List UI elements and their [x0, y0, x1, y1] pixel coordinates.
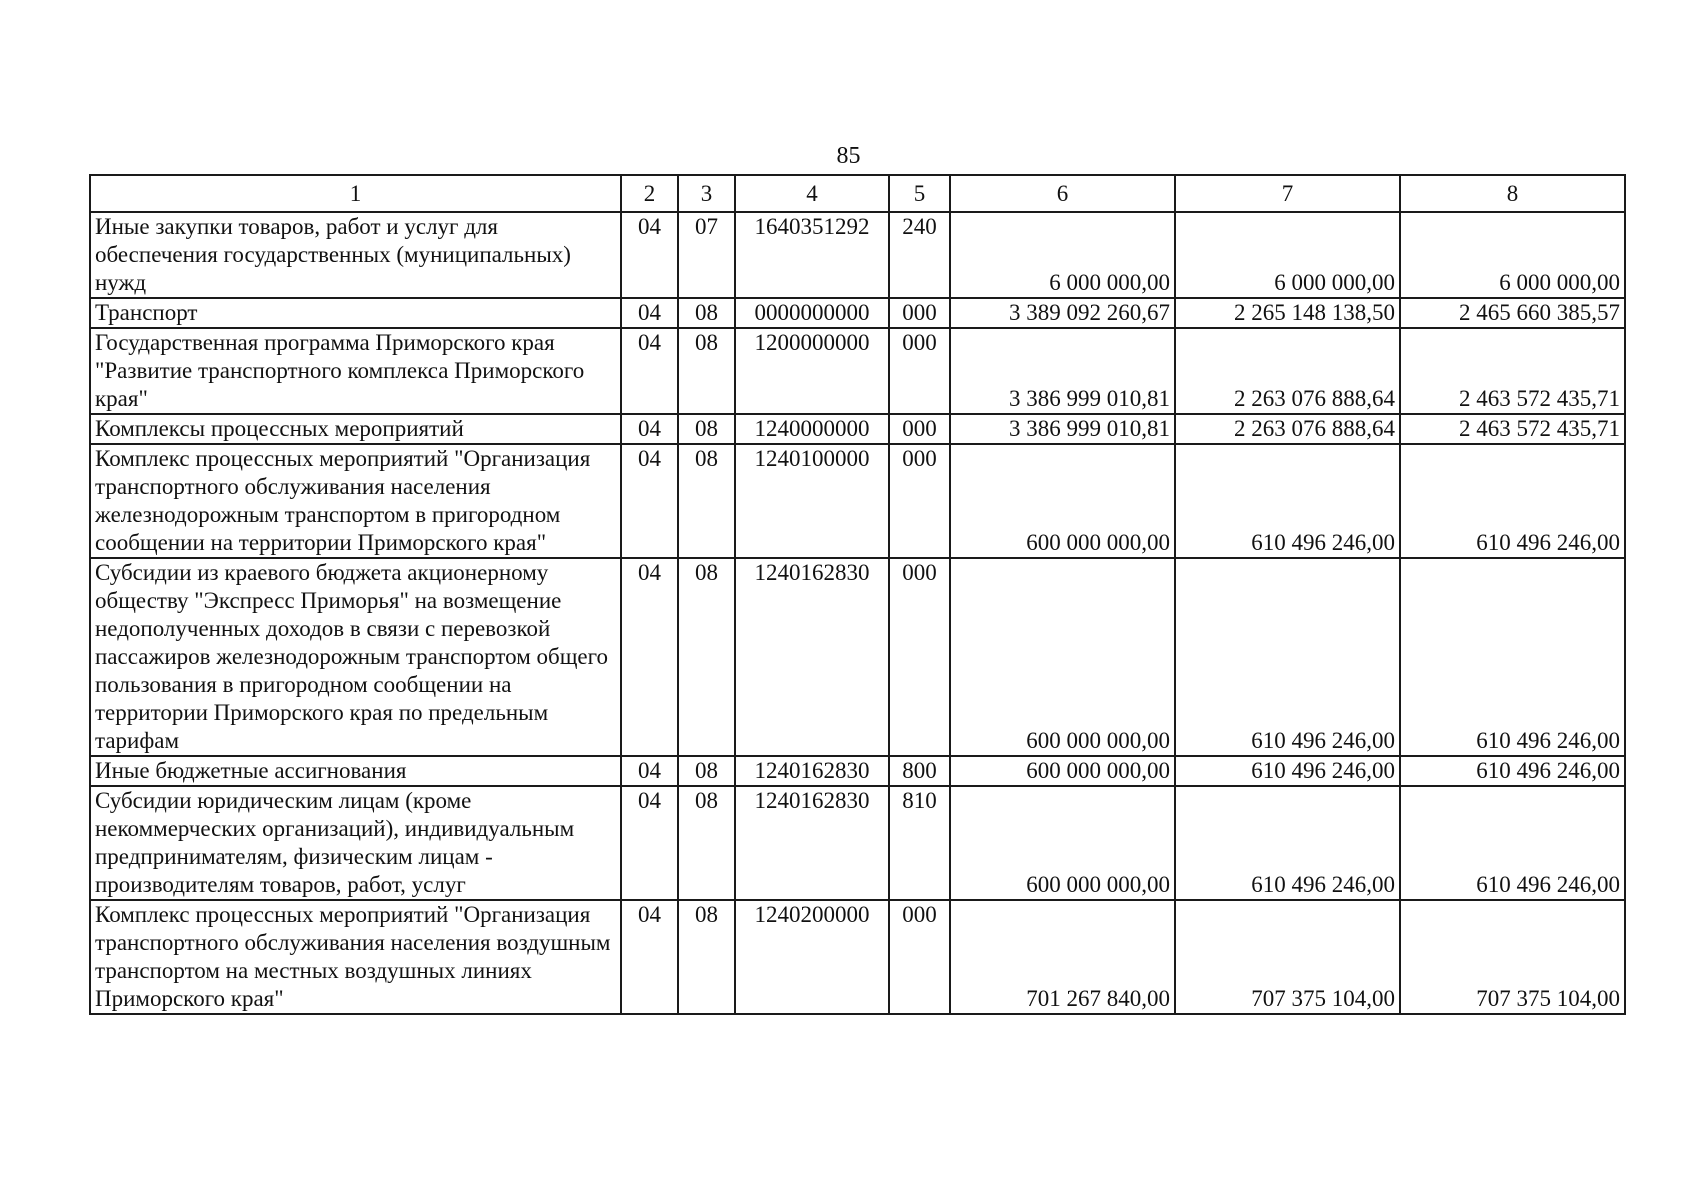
amount-year-1-cell: 600 000 000,00	[950, 756, 1175, 786]
amount-year-1-cell: 3 386 999 010,81	[950, 328, 1175, 414]
expense-type-cell: 000	[889, 414, 950, 444]
column-header: 3	[678, 175, 735, 212]
amount-year-3-cell: 610 496 246,00	[1400, 756, 1625, 786]
section-code-cell: 04	[621, 328, 678, 414]
section-code-cell: 04	[621, 786, 678, 900]
subsection-code-cell: 08	[678, 900, 735, 1014]
amount-year-2-cell: 2 263 076 888,64	[1175, 328, 1400, 414]
amount-year-2-cell: 610 496 246,00	[1175, 786, 1400, 900]
amount-year-2-cell: 610 496 246,00	[1175, 444, 1400, 558]
target-article-cell: 1240000000	[735, 414, 889, 444]
row-name-cell: Государственная программа Приморского края "Развитие транспортного комплекса Приморского края"	[90, 328, 621, 414]
column-header: 7	[1175, 175, 1400, 212]
section-code-cell: 04	[621, 900, 678, 1014]
amount-year-1-cell: 701 267 840,00	[950, 900, 1175, 1014]
section-code-cell: 04	[621, 756, 678, 786]
column-header: 1	[90, 175, 621, 212]
amount-year-3-cell: 2 465 660 385,57	[1400, 298, 1625, 328]
section-code-cell: 04	[621, 444, 678, 558]
table-row	[90, 558, 1625, 756]
amount-year-3-cell: 2 463 572 435,71	[1400, 414, 1625, 444]
subsection-code-cell: 08	[678, 298, 735, 328]
subsection-code-cell: 08	[678, 786, 735, 900]
row-name-cell: Иные закупки товаров, работ и услуг для обеспечения государственных (муниципальных) нужд	[90, 212, 621, 298]
target-article-cell: 1240200000	[735, 900, 889, 1014]
amount-year-1-cell: 600 000 000,00	[950, 558, 1175, 756]
expense-type-cell: 000	[889, 298, 950, 328]
expense-type-cell: 000	[889, 444, 950, 558]
column-header: 5	[889, 175, 950, 212]
subsection-code-cell: 08	[678, 558, 735, 756]
amount-year-2-cell: 610 496 246,00	[1175, 756, 1400, 786]
table-row	[90, 212, 1625, 298]
target-article-cell: 1240162830	[735, 756, 889, 786]
column-header: 8	[1400, 175, 1625, 212]
expense-type-cell: 240	[889, 212, 950, 298]
column-header: 4	[735, 175, 889, 212]
table-row	[90, 756, 1625, 786]
expense-type-cell: 810	[889, 786, 950, 900]
table-row	[90, 414, 1625, 444]
row-name-cell: Иные бюджетные ассигнования	[90, 756, 621, 786]
target-article-cell: 1240162830	[735, 786, 889, 900]
expense-type-cell: 800	[889, 756, 950, 786]
column-header: 2	[621, 175, 678, 212]
row-name-cell: Транспорт	[90, 298, 621, 328]
subsection-code-cell: 08	[678, 444, 735, 558]
table-row	[90, 444, 1625, 558]
row-name-cell: Комплексы процессных мероприятий	[90, 414, 621, 444]
subsection-code-cell: 08	[678, 756, 735, 786]
amount-year-1-cell: 6 000 000,00	[950, 212, 1175, 298]
target-article-cell: 1200000000	[735, 328, 889, 414]
subsection-code-cell: 07	[678, 212, 735, 298]
subsection-code-cell: 08	[678, 328, 735, 414]
table-row	[90, 900, 1625, 1014]
table-row	[90, 786, 1625, 900]
column-header: 6	[950, 175, 1175, 212]
amount-year-3-cell: 610 496 246,00	[1400, 558, 1625, 756]
target-article-cell: 1640351292	[735, 212, 889, 298]
section-code-cell: 04	[621, 298, 678, 328]
amount-year-1-cell: 3 389 092 260,67	[950, 298, 1175, 328]
amount-year-2-cell: 2 263 076 888,64	[1175, 414, 1400, 444]
amount-year-2-cell: 6 000 000,00	[1175, 212, 1400, 298]
amount-year-1-cell: 600 000 000,00	[950, 786, 1175, 900]
expense-type-cell: 000	[889, 558, 950, 756]
row-name-cell: Субсидии юридическим лицам (кроме некоммерческих организаций), индивидуальным предпринимателям, физическим лицам - производителям товаров, работ, услуг	[90, 786, 621, 900]
amount-year-1-cell: 3 386 999 010,81	[950, 414, 1175, 444]
target-article-cell: 1240162830	[735, 558, 889, 756]
target-article-cell: 1240100000	[735, 444, 889, 558]
amount-year-3-cell: 610 496 246,00	[1400, 444, 1625, 558]
row-name-cell: Комплекс процессных мероприятий "Организация транспортного обслуживания населения железнодорожным транспортом в пригородном сообщении на территории Приморского края"	[90, 444, 621, 558]
amount-year-3-cell: 6 000 000,00	[1400, 212, 1625, 298]
budget-table	[89, 174, 1626, 1015]
amount-year-3-cell: 610 496 246,00	[1400, 786, 1625, 900]
row-name-cell: Комплекс процессных мероприятий "Организация транспортного обслуживания населения воздушным транспортом на местных воздушных линиях Приморского края"	[90, 900, 621, 1014]
subsection-code-cell: 08	[678, 414, 735, 444]
page-number: 85	[836, 143, 861, 169]
amount-year-3-cell: 2 463 572 435,71	[1400, 328, 1625, 414]
section-code-cell: 04	[621, 212, 678, 298]
table-row	[90, 298, 1625, 328]
table-row	[90, 328, 1625, 414]
amount-year-2-cell: 707 375 104,00	[1175, 900, 1400, 1014]
target-article-cell: 0000000000	[735, 298, 889, 328]
expense-type-cell: 000	[889, 328, 950, 414]
expense-type-cell: 000	[889, 900, 950, 1014]
amount-year-2-cell: 610 496 246,00	[1175, 558, 1400, 756]
section-code-cell: 04	[621, 558, 678, 756]
row-name-cell: Субсидии из краевого бюджета акционерному обществу "Экспресс Приморья" на возмещение недополученных доходов в связи с перевозкой пассажиров железнодорожным транспортом общего пользования в пригородном сообщении на территории Приморского края по предельным тарифам	[90, 558, 621, 756]
amount-year-2-cell: 2 265 148 138,50	[1175, 298, 1400, 328]
amount-year-3-cell: 707 375 104,00	[1400, 900, 1625, 1014]
header-row	[90, 175, 1625, 212]
section-code-cell: 04	[621, 414, 678, 444]
amount-year-1-cell: 600 000 000,00	[950, 444, 1175, 558]
